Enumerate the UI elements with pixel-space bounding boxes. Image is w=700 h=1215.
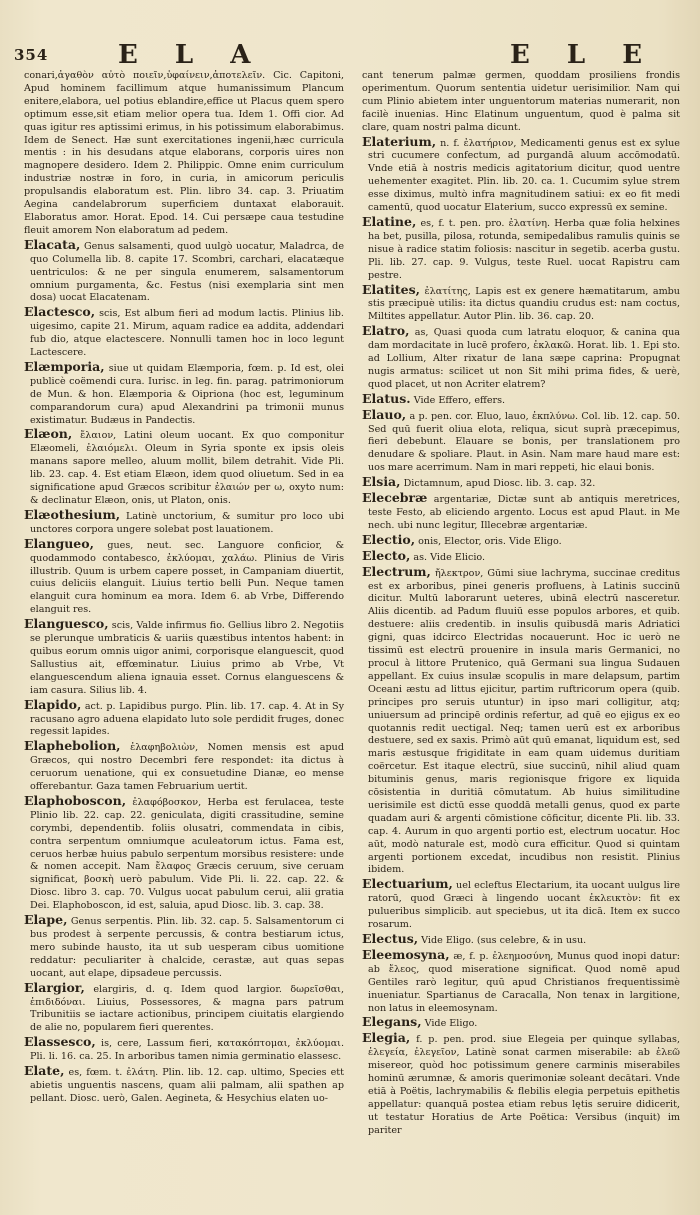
entry-text: ἤλεκτρον, Gūmi siue lachryma, succinae creditus est ex arboribus, pinei generis profluens, à Latinis succinū dicitur. Multū laborarunt ueteres, ubinā electrū nasceretur. Aliis dicentib. ad Padum fluuiū esse populos arbores, et quib. destuere: aliis credentib. in insulis quibusdā maris Adriatici gigni, quas idcirco Electridas nocauerunt. Hoc ic uerò ne tissimū est electrū prouenire in insula maris Germanici, no procul à littore Prutenico, quā Germani sua lingua Sudauen appellant. Ex cuius insulæ scopulis in mare delapsum, partim Oceani æstu ad littus ejicitur, partim ruftricorum opera (quib. principes pro seruis utuntur) in ipso mari colligitur, atq; uniuersum ad principē ordinis refertur, ad quē eo ejigus ex eo quotannis redit uectigal. Neq; tamen uerū est ex arboribus destuere, sed ex saxis. Primò aūt quū emanat, liquidum est, sed maris æstusque frigiditate in eam quam uidemus duritiam coërcetur. Est itaque electrū, siue succinū, nihil aliud quam bituminis genus, maris regionisque frigore ex liquida cōsistentia in duritiā cōmutatum. Ab huius similitudine uerisimile est dictū esse quoddā metalli genus, quod ex parte quadam auri & argenti cōmistione cōficitur, dicente Pli. lib. 33. cap. 4. Aurum in quo argenti portio est, electrum uocatur. Hoc aūt, modò naturale est, modò cura efficitur. Quod si quintam argenti portionem excedat, incudibus non resistit. Plinius ibidem. xyxy=(368,567,680,876)
dictionary-entry xyxy=(362,213,680,283)
entry-text: Latinè unctorium, & sumitur pro loco ubi unctores corpora ungere solebat post lauationem. xyxy=(30,510,344,535)
entry-text: Vide Eligo. (sus celebre, & in usu. xyxy=(421,935,587,946)
entry-text: ἐλατίτης, Lapis est ex genere hæmatitarum, ambu stis præcipuè utilis: ita dictus quandiu crudus est: nam coctus, Miltites appellatur. Autor Plin. lib. 36. cap. 20. xyxy=(368,285,680,323)
entry-text: f. p. pen. prod. siue Elegeia per quinque syllabas, ἐλεγεία, ἐλεγεῖον, Latinè sonat carmen miserabile: ab ἐλεῶ misereor, quòd hoc potissimum genere carminis miserabiles hominū ærumnæ, & amoris querimoniæ soleant decātari. Vnde etiā à Poëtis, lachrymabilis & flebilis elegia perpetuis epithetis appellatur: quanquā postea etiam rebus lętis seruire didicerit, ut testatur Horatius de Arte Poëtica: Versibus (inquit) im pariter xyxy=(368,1034,680,1136)
entry-headword: Elauo, xyxy=(362,406,407,422)
dictionary-entry xyxy=(24,618,344,697)
running-head-right: E L E xyxy=(510,40,657,70)
dictionary-entry xyxy=(362,281,680,325)
dictionary-entry xyxy=(24,1036,344,1064)
entry-headword: Elæothesium, xyxy=(24,506,121,522)
entry-text: Vide Effero, effers. xyxy=(413,394,506,406)
entry-headword: Elegia, xyxy=(362,1030,411,1046)
entry-headword: Electrum, xyxy=(362,563,431,579)
entry-text: as. Vide Elicio. xyxy=(413,551,486,563)
folio-number: 354 xyxy=(14,46,49,64)
dictionary-entry xyxy=(362,1016,680,1031)
dictionary-entry xyxy=(362,531,680,549)
dictionary-entry xyxy=(362,1032,680,1137)
dictionary-entry xyxy=(362,563,680,878)
entry-headword: Elassesco, xyxy=(24,1034,96,1050)
entry-text: gues, neut. sec. Languore conficior, & quodammodo contabesco, ἐκλύομαι, χαλάω. Plinius de Viris illustrib. Quum is urbem capere posset, in Campaniam diuertit, cuius deliciis elanguit. Liuius tertio belli Pun. Neque tamen elanguit cura hominum ea mora. Idem 6. ab Vrbe, Differendo elanguit res. xyxy=(30,539,344,616)
entry-text: siue ut quidam Elæmporia, fœm. p. Id est, olei publicè coëmendi cura. Iurisc. in leg. fin. parag. patrimoniorum de Mun. & hon. Elæmporia & Oipriona (hoc est, leguminum comparandorum cura) apud Alexandrini pa trimonii munus existimatur. Budæus in Pandectis. xyxy=(30,362,344,426)
entry-headword: Elegans, xyxy=(362,1014,422,1030)
entry-text: argentariæ, Dictæ sunt ab antiquis meretrices, teste Festo, ab eliciendo argento. Locus est apud Plaut. in Me nech. ubi nunc legitur, Illecebræ argentariæ. xyxy=(368,494,680,531)
entry-text: as, Quasi quoda cum latratu eloquor, & canina qua dam mordacitate in lucē profero, ἐκλακῶ. Horat. lib. 1. Epi sto. ad Lollium, Alter rixatur de lana sæpe caprina: Propugnat nugis armatus: scilicet ut non Sit mihi prima fides, & uerè, quod placet, ut non Acriter elatrem? xyxy=(368,327,680,390)
entry-headword: Elatus. xyxy=(362,390,411,406)
left-column xyxy=(24,70,344,1107)
dictionary-entry xyxy=(362,946,680,1016)
entry-headword: Electus, xyxy=(362,931,419,946)
entry-text: onis, Elector, oris. Vide Eligo. xyxy=(418,535,562,547)
entry-headword: Elatites, xyxy=(362,281,421,297)
right-column xyxy=(362,70,680,1139)
entry-headword: Elactesco, xyxy=(24,304,96,320)
dictionary-entry xyxy=(24,70,344,238)
dictionary-entry xyxy=(24,535,344,617)
running-head-left: E L A xyxy=(118,40,265,70)
dictionary-entry xyxy=(24,740,344,794)
dictionary-entry xyxy=(24,1065,344,1106)
entry-text: n. f. ἐλατήριον, Medicamenti genus est ex sylue stri cucumere confectum, ad purgandā aluum accōmodatū. Vnde etiā à nostris medicis agitatorium dicitur, quod uentre uehementer exagitet. Plin. lib. 20. ca. 1. Cucumim sylue strem esse diximus, multò infra magnitudinem satiui: ex eo fit medi camentū, quod uocatur Elaterium, succo expressū ex semine. xyxy=(368,137,680,214)
entry-text: ἐλαφηβολιὼν, Nomen mensis est apud Græcos, qui nostro Decembri fere respondet: ita dictus à ceruorum uenatione, qui ex consuetudine Dianæ, eo mense offerebantur. Gaza tamen Februarium uertit. xyxy=(30,742,344,793)
entry-text: ἔλαιον, Latini oleum uocant. Ex quo componitur Elæomeli, ἐλαιόμελι. Oleum in Syria sponte ex ipsis oleis manans sapore melleo, aluum mollit, bilem detrahit. Vide Pli. lib. 23. cap. 4. Est etiam Elæon, idem quod oliuetum. Sed in ea significatione apud Græcos scribitur ἐλαιών per ω, oxyto num: & declinatur Elæon, onis, ut Platon, onis. xyxy=(30,430,344,506)
entry-headword: Elecebræ xyxy=(362,490,428,506)
entry-headword: Elaterium, xyxy=(362,133,437,149)
entry-headword: Elatine, xyxy=(362,213,417,229)
entry-text: scis, Valde infirmus fio. Gellius libro 2. Negotiis se plerunque umbraticis & uariis quæstibus intentos habent: in quibus eorum omnis uigor animi, corporisque elanguescit, quod Sallustius ait, effœminatur. Liuius primo ab Vrbe, Vt elanguescendum aliena ignauia esset. Cornus elanguescens & iam casura. Silius lib. 4. xyxy=(30,620,344,696)
entry-headword: Elargior, xyxy=(24,979,85,995)
entry-text: act. p. Lapidibus purgo. Plin. lib. 17. cap. 4. At in Sy racusano agro aduena elapidato luto sole perdidit fruges, donec regessit lapides. xyxy=(30,700,344,738)
entry-headword: Electuarium, xyxy=(362,876,453,892)
entry-text: es, f. t. pen. pro. ἐλατίνη. Herba quæ folia helxines ha bet, pusilla, pilosa, rotunda, semipedalibus ramulis quinis se nisue à radice statim foliosis: nascitur in segetib. acerba gustu. Pli. lib. 27. cap. 9. Vulgus, teste Ruel. uocat Rapistru cam pestre. xyxy=(368,217,680,281)
entry-text: æ, f. p. ἐλεημοσύνη, Munus quod inopi datur: ab ἔλεος, quod miseratione significat. Quod nomē apud Gentiles rarò legitur, quū apud Christianos frequentissimè inueniatur. Spartianus de Caracalla, Non tenax in largitione, non latus in eleemosynam. xyxy=(368,950,680,1014)
dictionary-entry xyxy=(24,358,344,428)
dictionary-entry xyxy=(24,506,344,537)
dictionary-entry xyxy=(24,696,344,740)
entry-headword: Elate, xyxy=(24,1063,65,1079)
entry-text: scis, Est album fieri ad modum lactis. Plinius lib. uigesimo, capite 21. Mirum, aquam radice ea addita, addendari fub dio, atque elactescere. Nonnulli tamen hoc in loco legunt Lactescere. xyxy=(30,308,344,359)
entry-text: uel ecleftus Electarium, ita uocant uulgus lire ratorū, quod Græci à lingendo uocant ἐκλεικτὸν: fit ex pulueribus simplicib. aut speciebus, ut ita dicā. Item ex succo rosarum. xyxy=(368,880,680,931)
dictionary-entry xyxy=(362,547,680,565)
entry-headword: Elatro, xyxy=(362,323,410,339)
dictionary-entry xyxy=(24,428,344,507)
entry-headword: Elsia, xyxy=(362,474,401,490)
entry-headword: Elapido, xyxy=(24,696,82,712)
dictionary-entry xyxy=(24,792,344,913)
entry-text: cant tenerum palmæ germen, quoddam prosiliens frondis operimentum. Quorum sententia uidetur uerisimilior. Nam qui cum Plinio abietem inter unguentorum materias numerarit, non facilè inuenias. Hinc Elatinum unguentum, quod è palma sit clare, quam nostri palma dicunt. xyxy=(362,70,680,133)
entry-text: Vide Eligo. xyxy=(424,1018,478,1030)
dictionary-entry xyxy=(24,979,344,1036)
dictionary-entry xyxy=(362,476,680,491)
entry-headword: Elæon, xyxy=(24,426,73,442)
entry-headword: Elape, xyxy=(24,912,68,928)
entry-text: conari,ἀγαθὸν αὐτὸ ποιεῖν,ὑφαίνειν,ἀποτελεῖν. Cic. Capitoni, Apud hominem facillimum atque humanissimum Plancum enitere,elabora, uel potius eblandire,effice ut Placus quem spero optimum esse,sit etiam melior opera tua. Idem 1. Offi cior. Ad quas igitur res aptissimi erimus, in his potissimum elaborabimus. Idem de Senect. Hæ sunt exercitationes ingenii,hæc curricula mentis : in his desudans atque elaborans, corporis uires non magnopere desidero. Idem 2. Philippic. Omne enim curriculum industriæ nostræ in foro, in curia, in amicorum periculis propulsandis elaboratum est. Plin. libro 34. cap. 3. Priuatim Aegina candelabrorum superficiem duntaxat elaborauit. Elaboratus amor. Horat. Epod. 14. Cui persæpe caua testudine fleuit amorem Non elaboratum ad pedem. xyxy=(24,70,344,236)
entry-headword: Electio, xyxy=(362,531,416,547)
dictionary-entry xyxy=(362,492,680,533)
entry-text: a p. pen. cor. Eluo, lauo, ἐκπλύνω. Col. lib. 12. cap. 50. Sed quū fuerit oliua elota, reliqua, sicut suprà præcepimus, fieri debebunt. Elauare se bonis, per translationem pro denudare & spoliare. Plaut. in Asin. Nam mare haud mare est: uos mare acerrimum. Nam in mari reppeti, hic elaui bonis. xyxy=(368,410,680,474)
entry-text: es, fœm. t. ἐλάτη. Plin. lib. 12. cap. ultimo, Species ett abietis unguentis nascens, quam alii palmam, alii spathen ap pellant. Diosc. uerò, Galen. Aegineta, & Hesychius elaten uo- xyxy=(30,1067,344,1104)
entry-text: elargiris, d. q. Idem quod largior. δωρεῖσθαι, ἐπιδιδόναι. Liuius, Possessores, & magna pars patrum Tribunitiis se iactare actionibus, principem ciuitatis elargiendo de alie no, popularem fieri querentes. xyxy=(30,983,344,1034)
entry-text: is, cere, Lassum fieri, κατακόπτομαι, ἐκλύομαι. Pli. li. 16. ca. 25. In arboribus tamen nimia germinatio elassesc. xyxy=(30,1038,344,1063)
entry-headword: Elaphoboscon, xyxy=(24,792,127,808)
entry-text: Dictamnum, apud Diosc. lib. 3. cap. 32. xyxy=(403,478,596,490)
entry-headword: Eleemosyna, xyxy=(362,946,450,962)
entry-headword: Elaphebolion, xyxy=(24,738,121,754)
entry-headword: Elacata, xyxy=(24,236,81,252)
entry-headword: Elangueo, xyxy=(24,535,94,551)
dictionary-entry xyxy=(24,914,344,981)
dictionary-entry xyxy=(362,406,680,476)
dictionary-entry xyxy=(24,236,344,306)
entry-headword: Electo, xyxy=(362,547,411,563)
entry-text: Genus serpentis. Plin. lib. 32. cap. 5. Salsamentorum ci bus prodest à serpente percussis, & contra bestiarum ictus, mero subinde hausto, ita ut sub uesperam cibus uomitione reddatur: peculiariter à chalcide, cerastæ, aut quas sepas uocant, aut elape, dipsadeue percussis. xyxy=(30,916,344,979)
entry-text: ἐλαφόβοσκον, Herba est ferulacea, teste Plinio lib. 22. cap. 22. geniculata, digiti crassitudine, semine corymbi, dependentib. foliis olusatri, commendata in cibis, contra serpentum omniumque aculeatorum ictus. Fama est, ceruos herbæ huius pabulo serpentum morsibus resistere: unde & nomen accepit. Nam ἔλαφος Græcis ceruum, sive ceruam significat, βοσκὴ uerò pabulum. Vide Pli. li. 22. cap. 22. & Diosc. libro 3. cap. 70. Vulgus uocat pabulum cerui, alii gratia Dei. Elaphoboscon, id est, saluia, apud Diosc. lib. 3. cap. 38. xyxy=(30,796,344,912)
dictionary-entry xyxy=(362,133,680,215)
dictionary-entry xyxy=(362,933,680,948)
dictionary-entry xyxy=(362,325,680,392)
entry-text: Genus salsamenti, quod uulgò uocatur, Maladrca, de quo Columella lib. 8. capite 17. Scombri, carchari, elacatæque uentriculos: & ne per singula enumerem, salsamentorum omnium purgamenta, &c. Festus (nisi exemplaria sint men dosa) uocat Elacatenam. xyxy=(30,240,344,304)
dictionary-entry xyxy=(24,306,344,360)
dictionary-entry xyxy=(362,390,680,408)
entry-headword: Elæmporia, xyxy=(24,358,105,374)
entry-headword: Elanguesco, xyxy=(24,616,109,632)
dictionary-entry xyxy=(362,878,680,932)
dictionary-entry xyxy=(362,70,680,135)
